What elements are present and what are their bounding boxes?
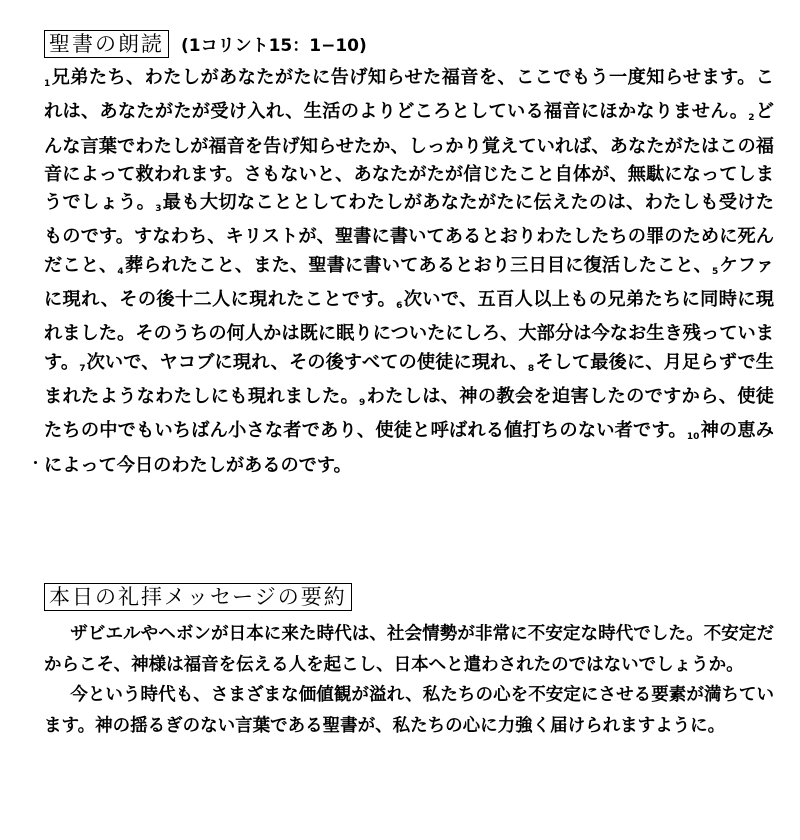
scripture-heading (44, 30, 774, 64)
verse-text: そして最後に、月足らずで生まれたようなわたしにも現れました。 (44, 351, 774, 407)
verse-text: 葬られたこと、また、聖書に書いてあるとおり三日目に復活したこと、 (124, 254, 713, 276)
verse-number: 7 (79, 363, 86, 374)
summary-paragraph: 今という時代も、さまざまな価値観が溢れ、私たちの心を不安定にさせる要素が満ちています。神の揺るぎのない言葉である聖書が、私たちの心に力強く届けられますように。 (44, 685, 774, 736)
verse-number: 1 (44, 79, 51, 89)
scripture-reference: (1コリント15：1−10) (181, 36, 367, 56)
verse-text: ケファに現れ、その後十二人に現れたことです。 (44, 254, 774, 311)
summary-heading (44, 583, 774, 617)
verse-text: 最も大切なこととしてわたしがあなたがたに伝えたのは、わたしも受けたものです。すなわち、キリストが、聖書に書いてあるとおりわたしたちの罪のために死んだこと、 (44, 192, 774, 276)
sermon-summary-title: 本日の礼拝メッセージの要約 (44, 583, 352, 611)
scripture-text (44, 64, 774, 480)
verse-text: わたしは、神の教会を迫害したのですから、使徒たちの中でもいちばん小さな者であり、使徒と呼ばれる値打ちのない者です。 (44, 385, 774, 442)
scripture-reading-title: 聖書の朗読 (44, 30, 169, 58)
verse-number: 10 (686, 432, 700, 443)
verse-text: 次いで、ヤコブに現れ、その後すべての使徒に現れ、 (86, 351, 528, 373)
summary-paragraph: ザビエルやヘボンが日本に来た時代は、社会情勢が非常に不安定な時代でした。不安定だからこそ、神様は福音を伝える人を起こし、日本へと遣わされたのではないでしょうか。 (44, 624, 774, 675)
verse-number: 2 (748, 113, 755, 124)
verse-text: どんな言葉でわたしが福音を告げ知らせたか、しっかり覚えていれば、あなたがたはこの福音によって救われます。さもないと、あなたがたが信じたこと自体が、無駄になってしまうでしょう。 (44, 101, 774, 214)
verse-number: 4 (117, 266, 124, 277)
verse-number: 9 (359, 397, 366, 408)
scripture-reading-section (44, 30, 774, 480)
verse-text: 次いで、五百人以上もの兄弟たちに同時に現れました。そのうちの何人かは既に眠りについたにしろ、大部分は今なお生き残っています。 (44, 289, 774, 373)
verse-number: 5 (712, 266, 719, 277)
verse-number: 6 (396, 301, 403, 312)
verse-text: 兄弟たち、わたしがあなたがたに告げ知らせた福音を、ここでもう一度知らせます。これは、あなたがたが受け入れ、生活のよりどころとしている福音にほかなりません。 (44, 67, 774, 123)
margin-dot (34, 461, 37, 464)
verse-number: 3 (155, 204, 162, 215)
sermon-summary-section (44, 583, 774, 741)
verse-number: 8 (527, 363, 535, 374)
verse-text: 神の恵みによって今日のわたしがあるのです。 (44, 420, 774, 476)
